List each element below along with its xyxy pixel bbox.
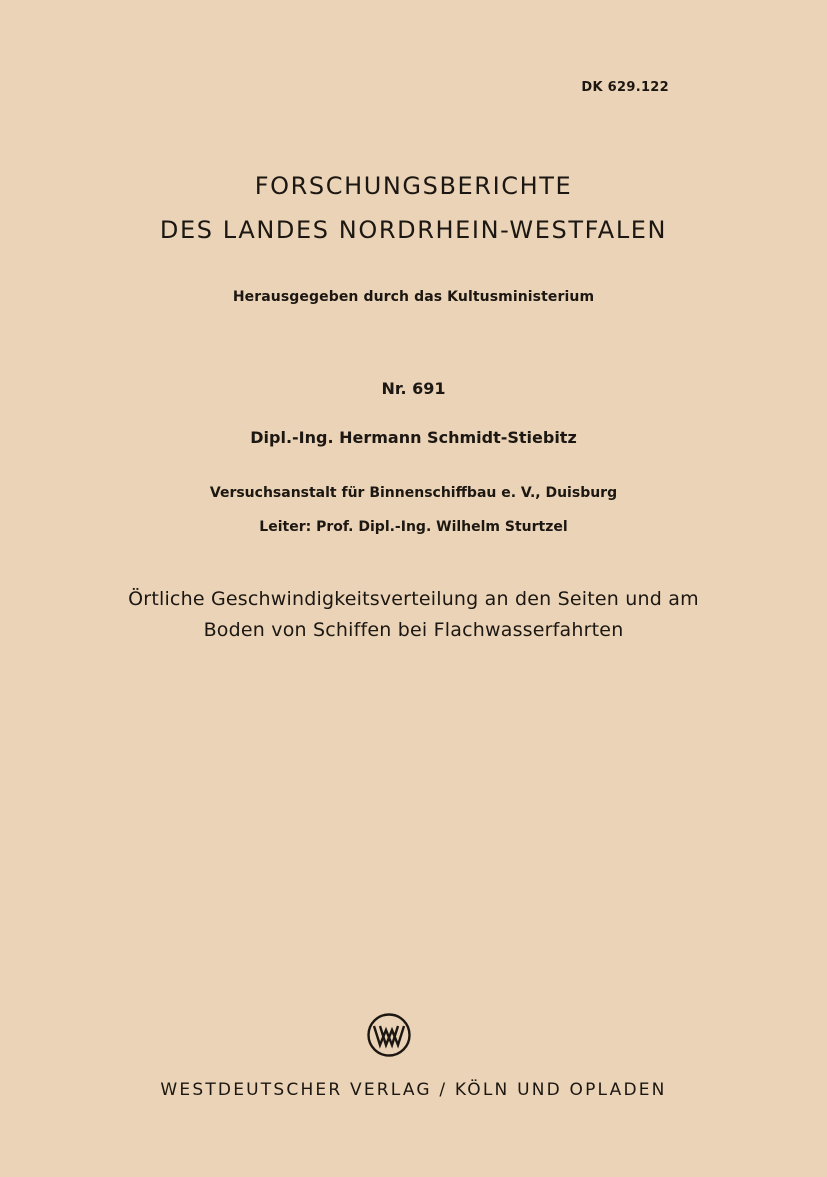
westdeutscher-verlag-logo-icon xyxy=(366,1012,412,1058)
author: Dipl.-Ing. Hermann Schmidt-Stiebitz xyxy=(250,428,577,447)
report-title-line-1: Örtliche Geschwindigkeitsverteilung an den Seiten und am xyxy=(128,588,699,610)
publisher-imprint: WESTDEUTSCHER VERLAG / KÖLN UND OPLADEN xyxy=(160,1080,667,1100)
institute: Versuchsanstalt für Binnenschiffbau e. V., Duisburg xyxy=(209,485,618,501)
director: Leiter: Prof. Dipl.-Ing. Wilhelm Sturtzel xyxy=(259,519,568,535)
publisher-note: Herausgegeben durch das Kultusministerium xyxy=(232,289,595,305)
report-title-line-2: Boden von Schiffen bei Flachwasserfahrten xyxy=(203,619,624,641)
series-title-line-2: DES LANDES NORDRHEIN-WESTFALEN xyxy=(159,216,668,244)
report-number: Nr. 691 xyxy=(381,379,446,398)
series-title-line-1: FORSCHUNGSBERICHTE xyxy=(254,172,573,200)
classification-number: DK 629.122 xyxy=(581,80,669,95)
